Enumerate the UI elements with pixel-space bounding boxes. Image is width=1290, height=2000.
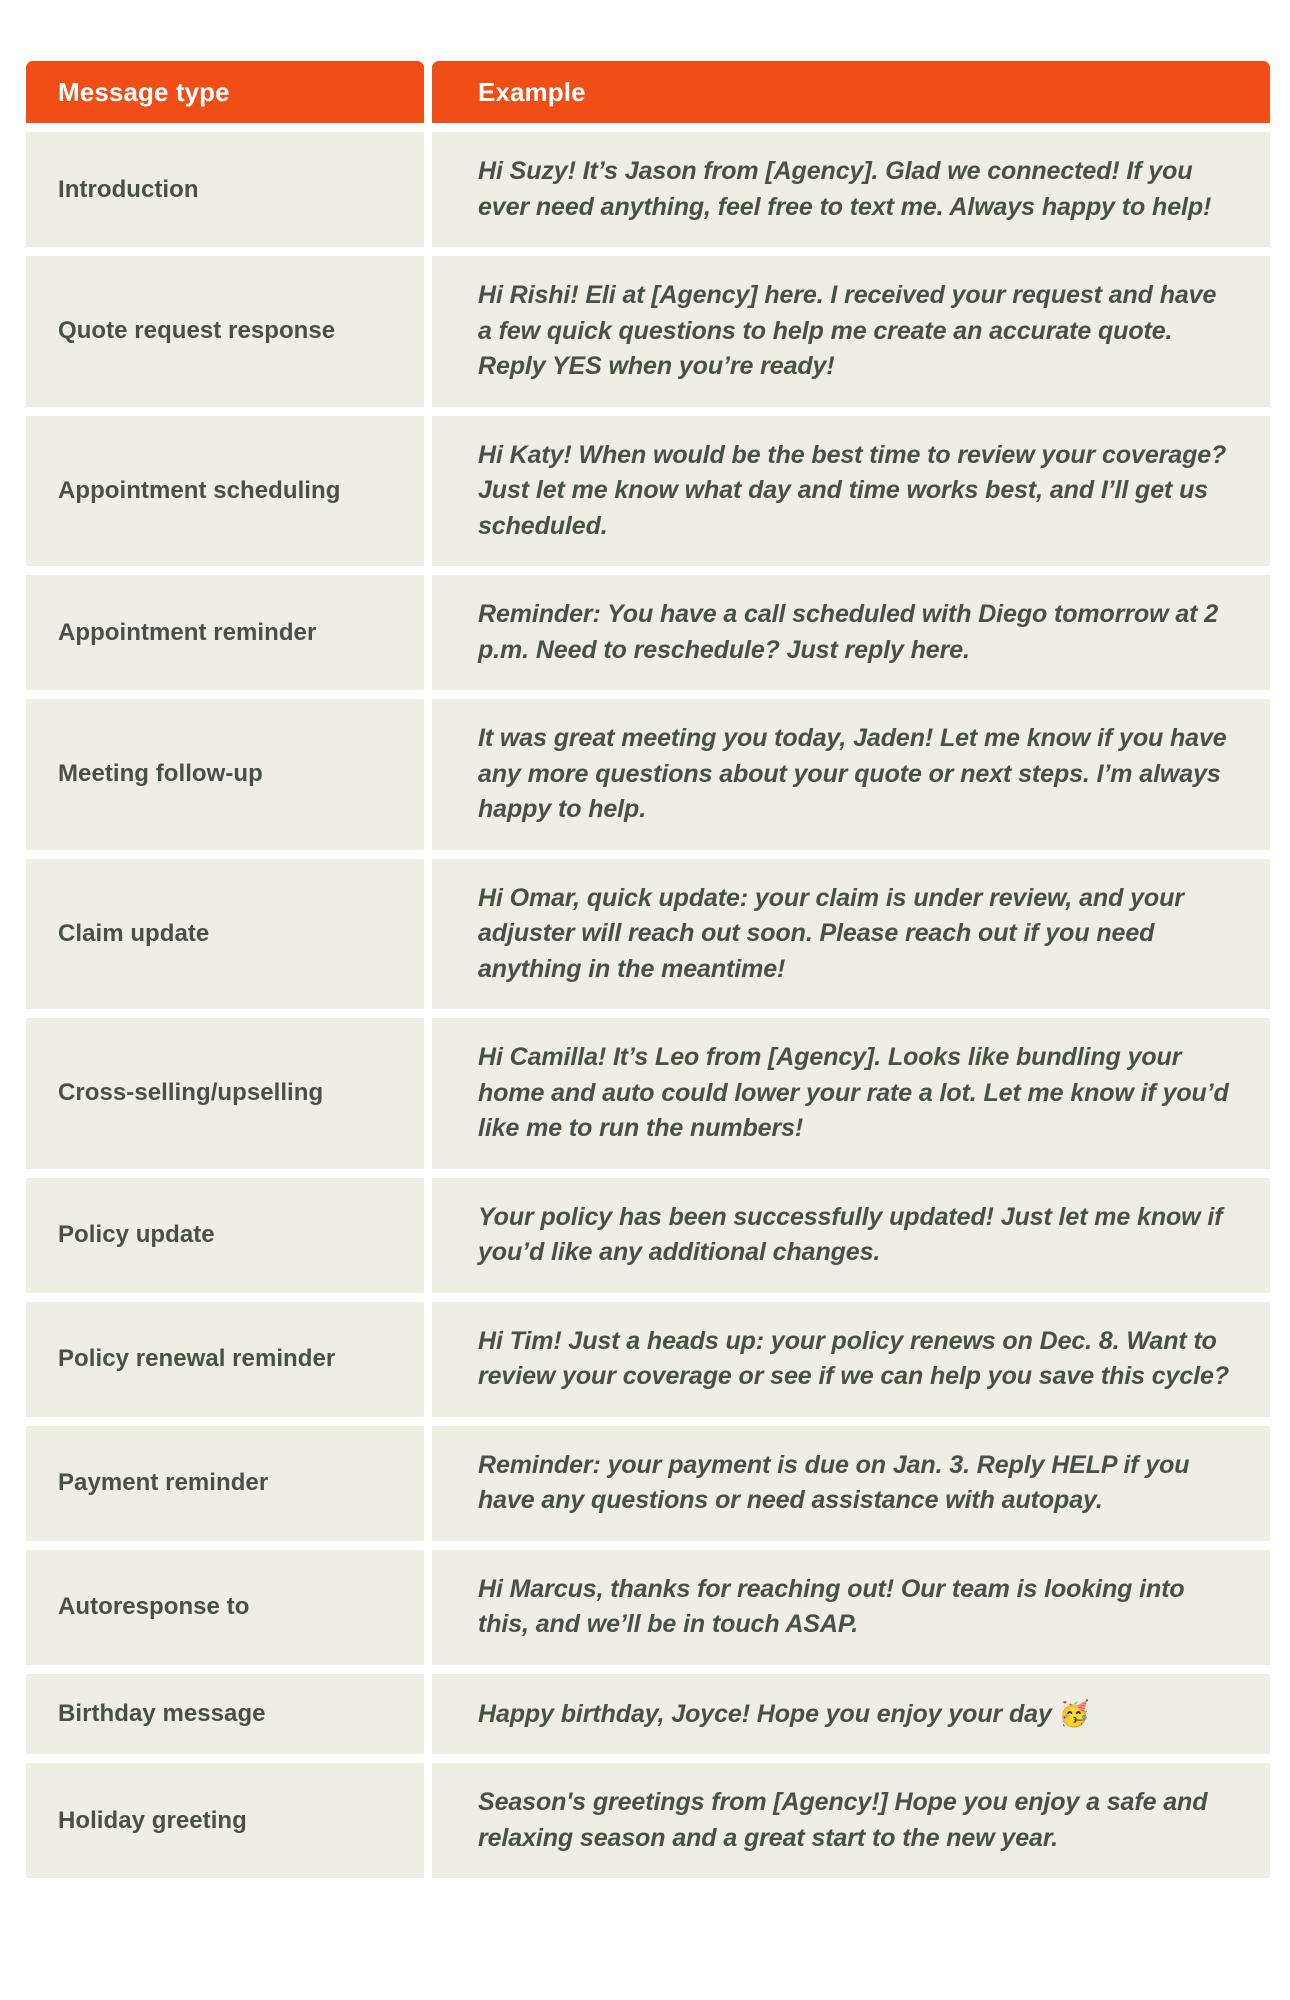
cell-message-type: Autoresponse to <box>26 1550 424 1665</box>
table-row <box>26 1763 1270 1878</box>
cell-example <box>432 1018 1270 1169</box>
table-row <box>26 1178 1270 1293</box>
message-type-table <box>18 52 1278 1887</box>
table-row <box>26 1302 1270 1417</box>
cell-message-type: Appointment scheduling <box>26 416 424 567</box>
table-header <box>26 61 1270 123</box>
cell-message-type: Quote request response <box>26 256 424 407</box>
cell-example <box>432 1674 1270 1755</box>
cell-example <box>432 575 1270 690</box>
cell-example <box>432 256 1270 407</box>
example-text: Reminder: You have a call scheduled with Diego tomorrow at 2 p.m. Need to reschedule? Just reply here. <box>478 600 1218 664</box>
cell-example <box>432 1550 1270 1665</box>
table-body <box>26 132 1270 1878</box>
table-row <box>26 1426 1270 1541</box>
example-text: Hi Marcus, thanks for reaching out! Our team is looking into this, and we’ll be in touch ASAP. <box>478 1574 1185 1638</box>
table-header-row <box>26 61 1270 123</box>
cell-message-type: Holiday greeting <box>26 1763 424 1878</box>
cell-example <box>432 1426 1270 1541</box>
column-header-example: Example <box>432 61 1270 123</box>
example-text: It was great meeting you today, Jaden! Let me know if you have any more questions about your quote or next steps. I’m always happy to help. <box>478 724 1227 823</box>
cell-message-type: Claim update <box>26 859 424 1010</box>
cell-example <box>432 1302 1270 1417</box>
cell-example <box>432 859 1270 1010</box>
example-text: Reminder: your payment is due on Jan. 3. Reply HELP if you have any questions or need assistance with autopay. <box>478 1450 1190 1514</box>
table-row <box>26 575 1270 690</box>
example-text: Hi Tim! Just a heads up: your policy renews on Dec. 8. Want to review your coverage or see if we can help you save this cycle? <box>478 1326 1229 1390</box>
example-text: Hi Omar, quick update: your claim is under review, and your adjuster will reach out soon. Please reach out if you need anything in the meantime! <box>478 883 1184 983</box>
cell-example <box>432 132 1270 247</box>
example-text: Your policy has been successfully updated! Just let me know if you’d like any additional changes. <box>478 1202 1223 1266</box>
cell-message-type: Appointment reminder <box>26 575 424 690</box>
cell-message-type: Meeting follow-up <box>26 699 424 850</box>
table-row <box>26 1674 1270 1755</box>
table-row <box>26 699 1270 850</box>
cell-message-type: Introduction <box>26 132 424 247</box>
column-header-message-type: Message type <box>26 61 424 123</box>
cell-message-type: Payment reminder <box>26 1426 424 1541</box>
cell-message-type: Cross-selling/upselling <box>26 1018 424 1169</box>
example-text: Happy birthday, Joyce! Hope you enjoy your day <box>478 1699 1059 1728</box>
example-text: Hi Katy! When would be the best time to review your coverage? Just let me know what day and time works best, and I’ll get us scheduled. <box>478 440 1227 540</box>
cell-message-type: Policy renewal reminder <box>26 1302 424 1417</box>
example-text: Season's greetings from [Agency!] Hope you enjoy a safe and relaxing season and a great start to the new year. <box>478 1788 1208 1852</box>
example-text: Hi Suzy! It’s Jason from [Agency]. Glad we connected! If you ever need anything, feel free to text me. Always happy to help! <box>478 157 1212 221</box>
table-row <box>26 1550 1270 1665</box>
table-row <box>26 256 1270 407</box>
example-text: Hi Camilla! It’s Leo from [Agency]. Looks like bundling your home and auto could lower your rate a lot. Let me know if you’d like me to run the numbers! <box>478 1043 1229 1142</box>
cell-example <box>432 1178 1270 1293</box>
table-row <box>26 859 1270 1010</box>
cell-message-type: Policy update <box>26 1178 424 1293</box>
cell-example <box>432 699 1270 850</box>
cell-message-type: Birthday message <box>26 1674 424 1755</box>
cell-example <box>432 416 1270 567</box>
partying-face-emoji-icon: 🥳 <box>1058 1698 1090 1728</box>
table-row <box>26 416 1270 567</box>
table-row <box>26 1018 1270 1169</box>
table-row <box>26 132 1270 247</box>
example-text: Hi Rishi! Eli at [Agency] here. I received your request and have a few quick questions to help me create an accurate quote. Reply YES when you’re ready! <box>478 281 1217 380</box>
cell-example <box>432 1763 1270 1878</box>
